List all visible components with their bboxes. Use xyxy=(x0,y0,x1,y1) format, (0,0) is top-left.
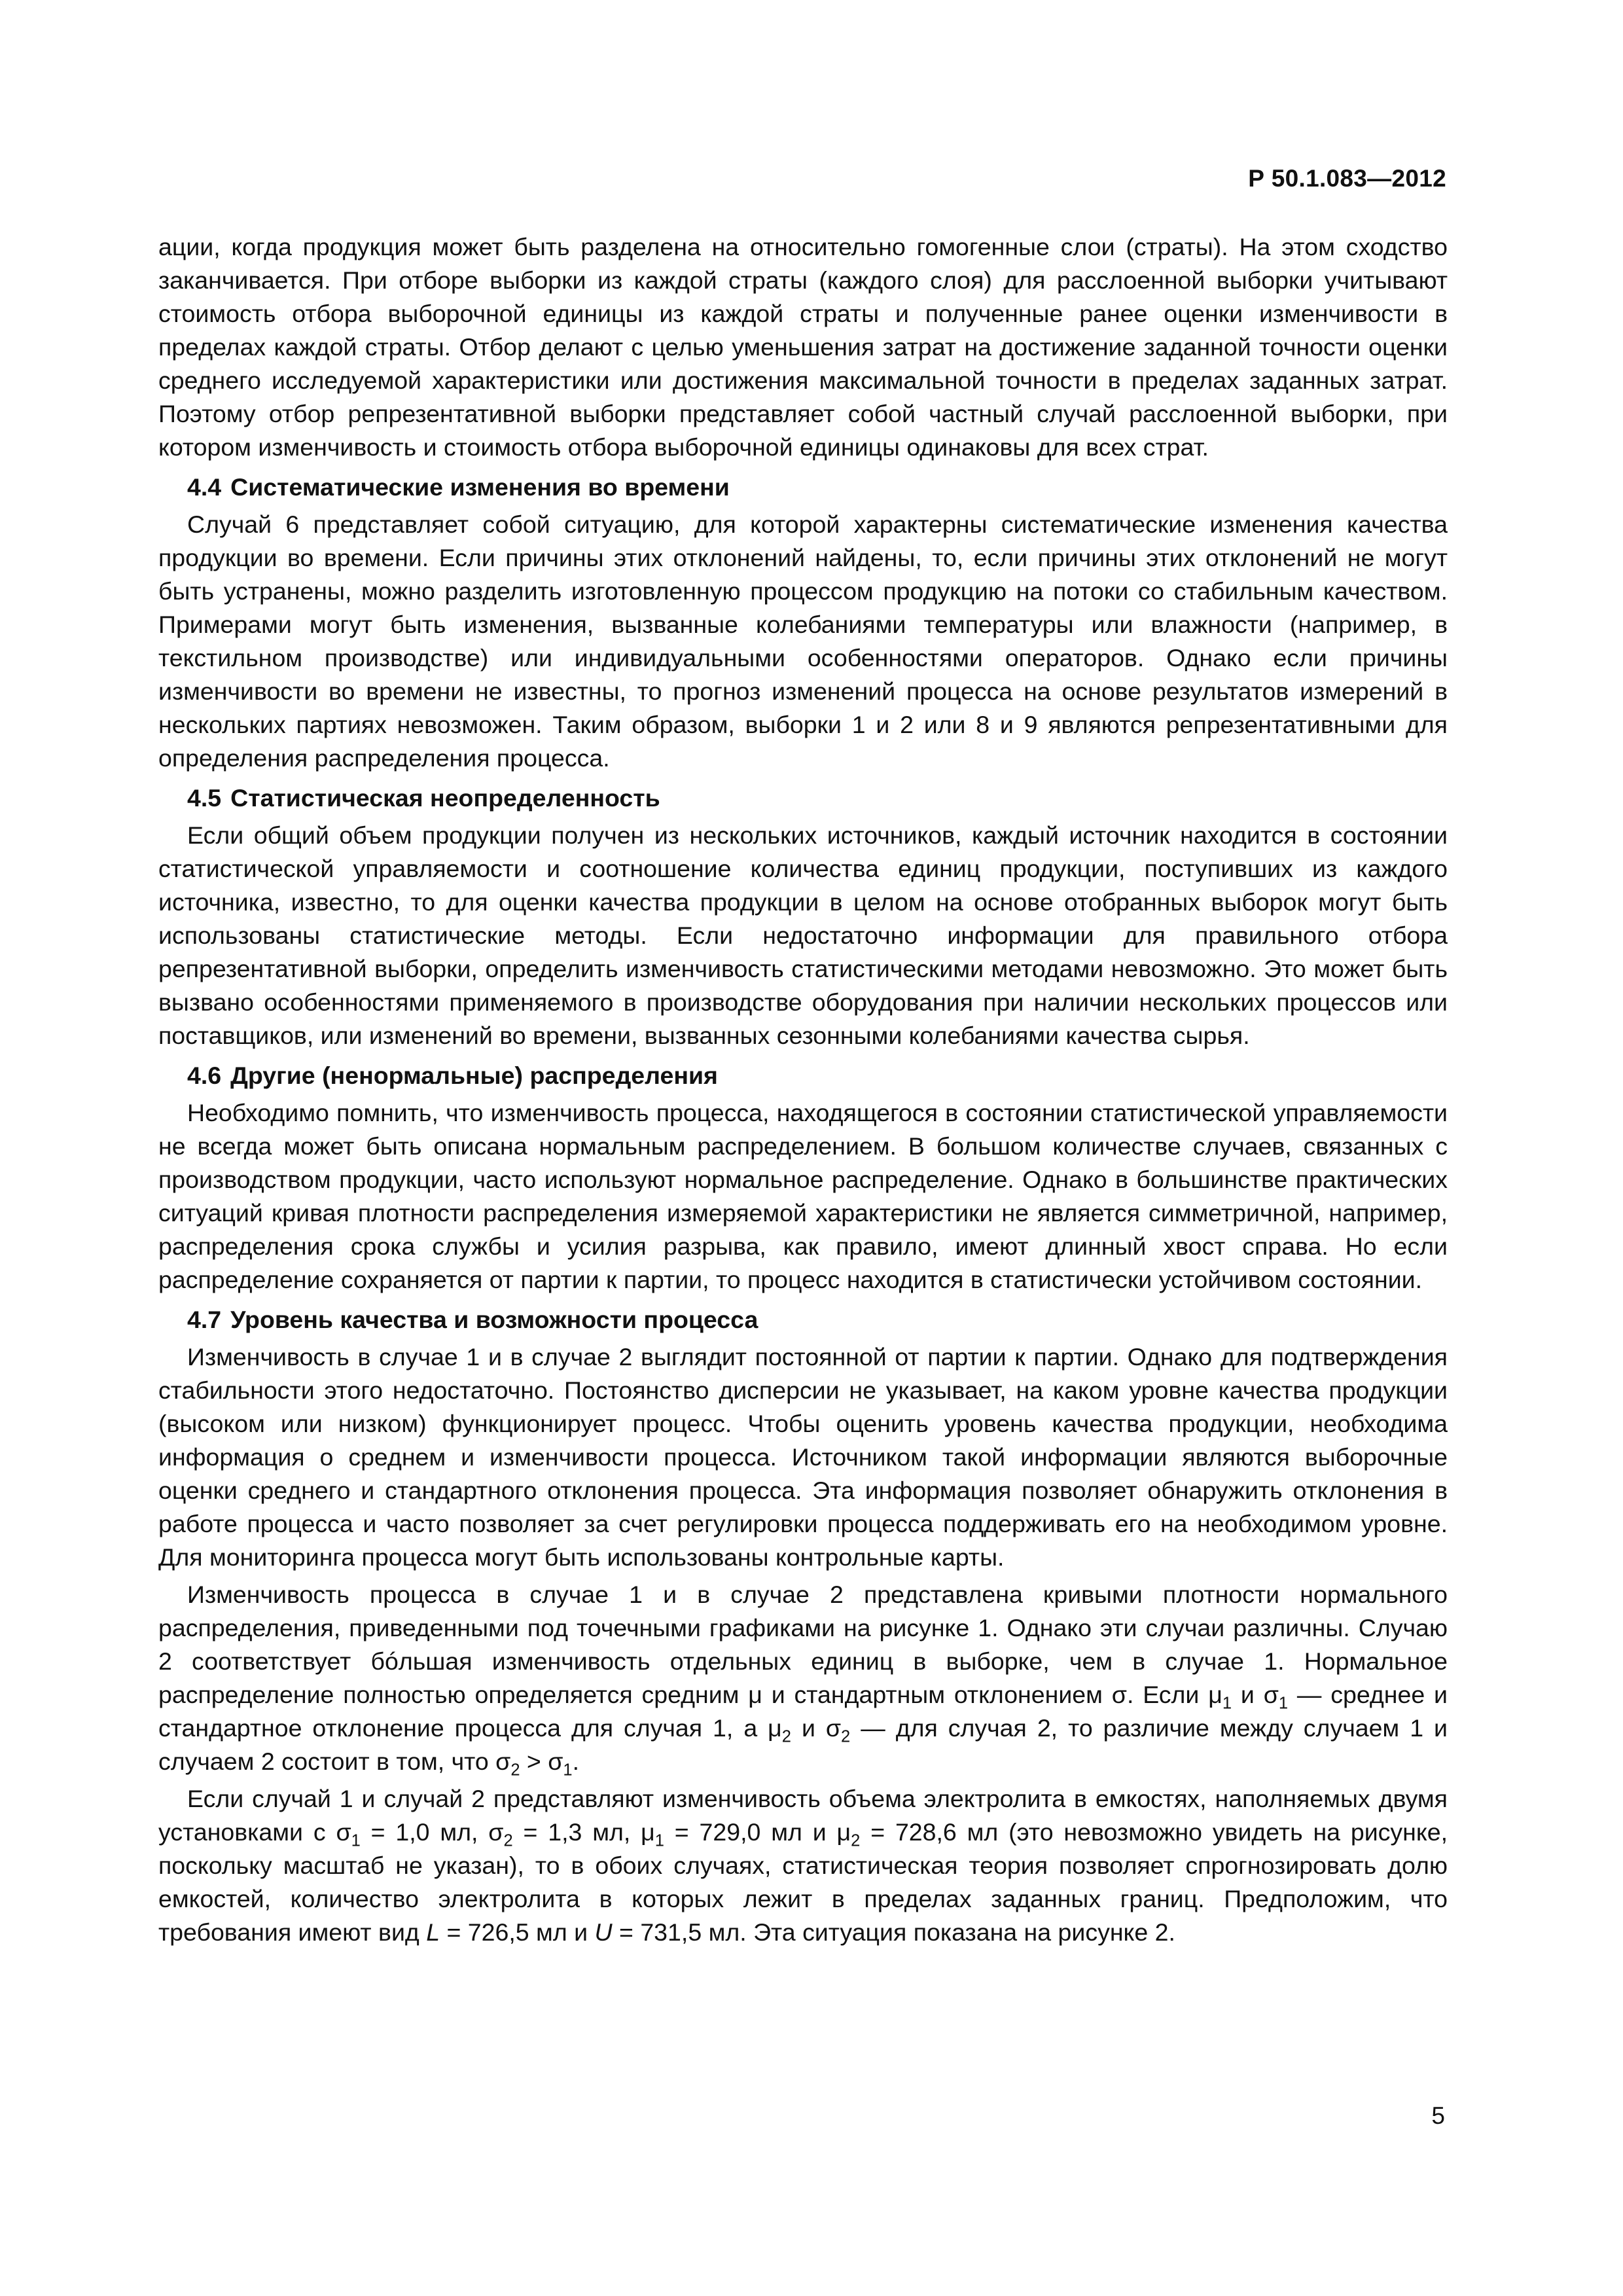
section-4-4-paragraph: Случай 6 представляет собой ситуацию, для которой характерны систематические изменения качества продукции во времени. Если причины этих отклонений найдены, то, если причины этих отклонений не могут быть устранены, можно разделить изготовленную процессом продукцию на потоки со стабильным качеством. Примерами могут быть изменения, вызванные колебаниями температуры или влажности (например, в текстильном производстве) или индивидуальными особенностями операторов. Однако если причины изменчивости во времени не известны, то прогноз изменений процесса на основе результатов измерений в нескольких партиях невозможен. Таким образом, выборки 1 и 2 или 8 и 9 являются репрезентативными для определения распределения процесса. xyxy=(158,511,1448,772)
section-4-7-paragraph-1: Изменчивость в случае 1 и в случае 2 выглядит постоянной от партии к партии. Однако для подтверждения стабильности этого недостаточно. Постоянство дисперсии не указывает, на каком уровне качества продукции (высоком или низком) функционирует процесс. Чтобы оценить уровень качества продукции, необходима информация о среднем и изменчивости процесса. Источником такой информации являются выборочные оценки среднего и стандартного отклонения процесса. Эта информация позволяет обнаружить отклонения в работе процесса и часто позволяет за счет регулировки процесса поддерживать его на необходимом уровне. Для мониторинга процесса могут быть использованы контрольные карты. xyxy=(158,1343,1448,1571)
mu1-symbol: μ xyxy=(1208,1681,1222,1708)
upper-limit-symbol: U xyxy=(594,1918,613,1946)
section-title: Другие (ненормальные) распределения xyxy=(230,1062,718,1089)
mu2-symbol: μ xyxy=(836,1818,851,1846)
sigma1-symbol: σ xyxy=(548,1748,563,1775)
section-number: 4.5 xyxy=(187,784,222,812)
sigma2-symbol: σ xyxy=(488,1818,504,1846)
lower-limit-symbol: L xyxy=(426,1918,440,1946)
intro-paragraph: ации, когда продукция может быть разделена на относительно гомогенные слои (страты). На этом сходство заканчивается. При отборе выборки из каждой страты (каждого слоя) для расслоенной выборки учитывают стоимость отбора выборочной единицы из каждой страты и полученные ранее оценки изменчивости в пределах каждой страты. Отбор делают с целью уменьшения затрат на достижение заданной точности оценки среднего исследуемой характеристики или достижения максимальной точности в пределах заданных затрат. Поэтому отбор репрезентативной выборки представляет собой частный случай расслоенной выборки, при котором изменчивость и стоимость отбора выборочной единицы одинаковы для всех страт. xyxy=(158,233,1448,461)
section-4-5-heading xyxy=(158,781,1448,815)
sigma-symbol: σ xyxy=(1111,1681,1127,1708)
sigma2-symbol: σ xyxy=(825,1714,842,1742)
document-body xyxy=(158,230,1448,1949)
sigma1-symbol: σ xyxy=(336,1818,351,1846)
section-title: Систематические изменения во времени xyxy=(230,473,730,501)
section-4-7-heading xyxy=(158,1303,1448,1336)
sigma2-symbol: σ xyxy=(495,1748,511,1775)
section-number: 4.7 xyxy=(187,1306,222,1333)
mu-symbol: μ xyxy=(748,1681,762,1708)
section-title: Уровень качества и возможности процесса xyxy=(230,1306,758,1333)
section-4-4-heading xyxy=(158,471,1448,504)
sigma1-symbol: σ xyxy=(1263,1681,1279,1708)
document-code: Р 50.1.083—2012 xyxy=(1248,165,1446,192)
section-4-7-paragraph-2: Изменчивость процесса в случае 1 и в случае 2 представлена кривыми плотности нормального распределения, приведенными под точечными графиками на рисунке 1. Однако эти случаи различны. Случаю 2 соответствует бóльшая изменчивость отдельных единиц в выборке, чем в случае 1. Нормальное распределение полностью определяется средним μ и стандартным отклонением σ. Если $\mu_1$ и $\sigma_1$ — среднее и стандартное отклонение процесса для случая 1, а $\mu_2$ и $\sigma_2$ — для случая 2, то различие между случаем 1 и случаем 2 состоит в том, что $\sigma_2 > \sigma_1$. xyxy=(158,1581,1448,1780)
section-4-6-heading xyxy=(158,1059,1448,1092)
section-4-6-paragraph: Необходимо помнить, что изменчивость процесса, находящегося в состоянии статистической управляемости не всегда может быть описана нормальным распределением. В большом количестве случаев, связанных с производством продукции, часто используют нормальное распределение. Однако в большинстве практических ситуаций кривая плотности распределения измеряемой характеристики не является симметричной, например, распределения срока службы и усилия разрыва, как правило, имеют длинный хвост справа. Но если распределение сохраняется от партии к партии, то процесс находится в статистически устойчивом состоянии. xyxy=(158,1099,1448,1293)
section-title: Статистическая неопределенность xyxy=(230,784,660,812)
section-number: 4.4 xyxy=(187,473,222,501)
section-number: 4.6 xyxy=(187,1062,222,1089)
mu1-symbol: μ xyxy=(641,1818,655,1846)
section-4-7-paragraph-3: Если случай 1 и случай 2 представляют изменчивость объема электролита в емкостях, наполняемых двумя установками с $\sigma_1 = 1,0$ мл, $\sigma_2 = 1,3$ мл, $\mu_1 = 729,0$ мл и $\mu_2 = 728,6$ мл (это невозможно увидеть на рисунке, поскольку масштаб не указан), то в обоих случаях, статистическая теория позволяет спрогнозировать долю емкостей, количество электролита в которых лежит в пределах заданных границ. Предположим, что требования имеют вид L = 726,5 мл и U = 731,5 мл. Эта ситуация показана на рисунке 2. xyxy=(158,1785,1448,1946)
section-4-5-paragraph: Если общий объем продукции получен из нескольких источников, каждый источник находится в состоянии статистической управляемости и соотношение количества единиц продукции, поступивших из каждого источника, известно, то для оценки качества продукции в целом на основе отобранных выборок могут быть использованы статистические методы. Если недостаточно информации для правильного отбора репрезентативной выборки, определить изменчивость статистическими методами невозможно. Это может быть вызвано особенностями применяемого в производстве оборудования при наличии нескольких процессов или поставщиков, или изменений во времени, вызванных сезонными колебаниями качества сырья. xyxy=(158,821,1448,1049)
mu2-symbol: μ xyxy=(768,1714,782,1742)
page-number: 5 xyxy=(1431,2102,1445,2129)
